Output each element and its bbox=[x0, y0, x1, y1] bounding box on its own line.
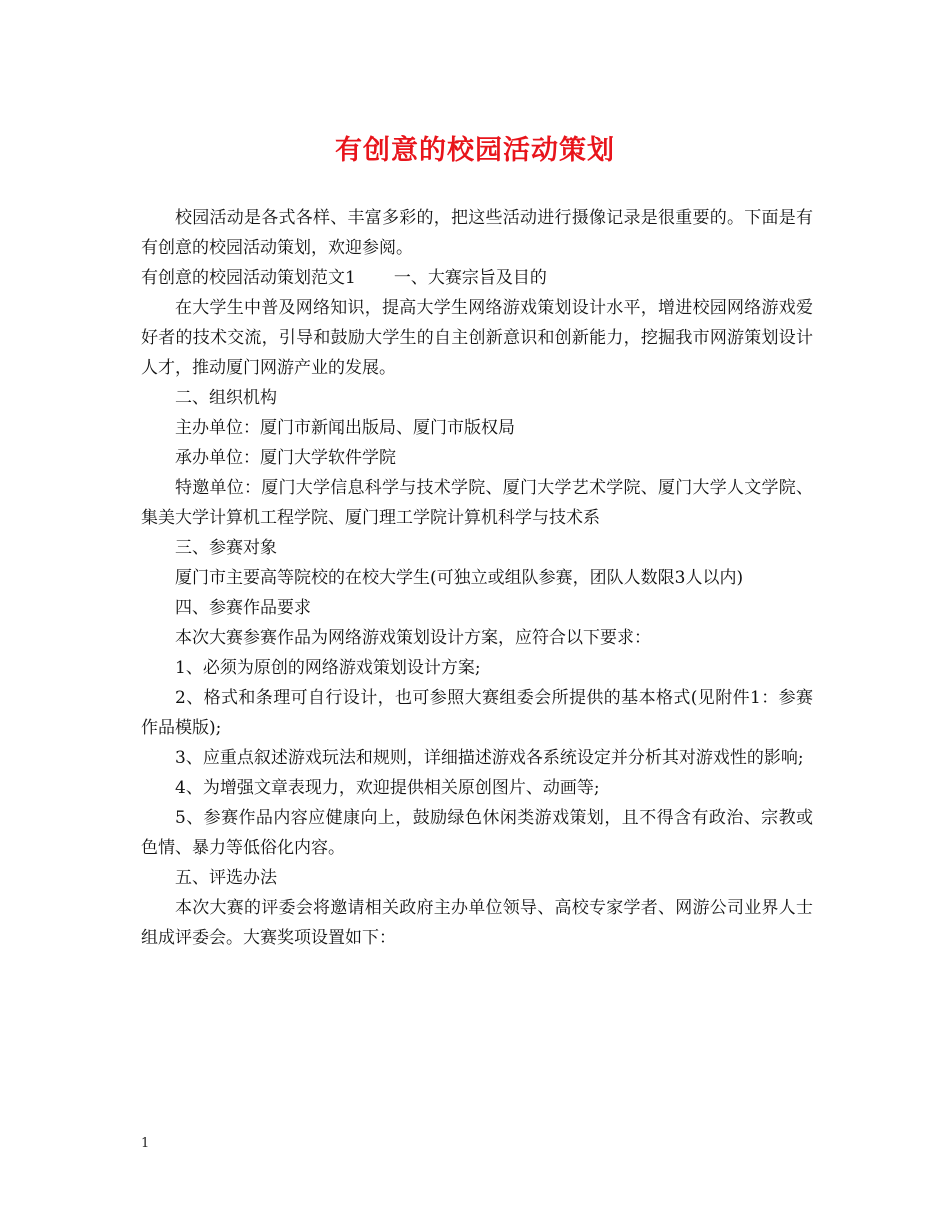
paragraph-undertaker: 承办单位：厦门大学软件学院 bbox=[175, 448, 396, 468]
section-5-heading: 五、评选办法 bbox=[175, 868, 277, 888]
paragraph-organizer: 主办单位：厦门市新闻出版局、厦门市版权局 bbox=[175, 418, 515, 438]
requirement-3: 3、应重点叙述游戏玩法和规则，详细描述游戏各系统设定并分析其对游戏性的影响; bbox=[175, 748, 804, 768]
paragraph-invited: 特邀单位：厦门大学信息科学与技术学院、厦门大学艺术学院、厦门大学人文学院、集美大学计算机工程学院、厦门理工学院计算机科学与技术系 bbox=[141, 478, 813, 528]
document-title: 有创意的校园活动策划 bbox=[335, 135, 615, 166]
paragraph-requirements: 本次大赛参赛作品为网络游戏策划设计方案，应符合以下要求： bbox=[175, 628, 651, 648]
paragraph-purpose: 在大学生中普及网络知识，提高大学生网络游戏策划设计水平，增进校园网络游戏爱好者的技术交流，引导和鼓励大学生的自主创新意识和创新能力，挖掘我市网游策划设计人才，推动厦门网游产业的发展。 bbox=[141, 298, 813, 378]
requirement-1: 1、必须为原创的网络游戏策划设计方案; bbox=[175, 658, 481, 678]
document-body bbox=[141, 203, 813, 953]
page-number: 1 bbox=[141, 1136, 150, 1151]
paragraph-judging: 本次大赛的评委会将邀请相关政府主办单位领导、高校专家学者、网游公司业界人士组成评委会。大赛奖项设置如下： bbox=[141, 898, 813, 948]
paragraph-section-1-heading bbox=[141, 263, 813, 293]
section-3-heading: 三、参赛对象 bbox=[175, 538, 277, 558]
paragraph-participants: 厦门市主要高等院校的在校大学生(可独立或组队参赛，团队人数限3人以内) bbox=[175, 568, 744, 588]
requirement-2: 2、格式和条理可自行设计，也可参照大赛组委会所提供的基本格式(见附件1：参赛作品模版); bbox=[141, 688, 813, 738]
sample-heading: 有创意的校园活动策划范文1 bbox=[141, 268, 356, 288]
section-2-heading: 二、组织机构 bbox=[175, 388, 277, 408]
requirement-5: 5、参赛作品内容应健康向上，鼓励绿色休闲类游戏策划，且不得含有政治、宗教或色情、暴力等低俗化内容。 bbox=[141, 808, 813, 858]
paragraph-intro: 校园活动是各式各样、丰富多彩的，把这些活动进行摄像记录是很重要的。下面是有有创意的校园活动策划，欢迎参阅。 bbox=[141, 208, 813, 258]
section-1-heading: 一、大赛宗旨及目的 bbox=[393, 268, 547, 288]
requirement-4: 4、为增强文章表现力，欢迎提供相关原创图片、动画等; bbox=[175, 778, 600, 798]
section-4-heading: 四、参赛作品要求 bbox=[175, 598, 311, 618]
